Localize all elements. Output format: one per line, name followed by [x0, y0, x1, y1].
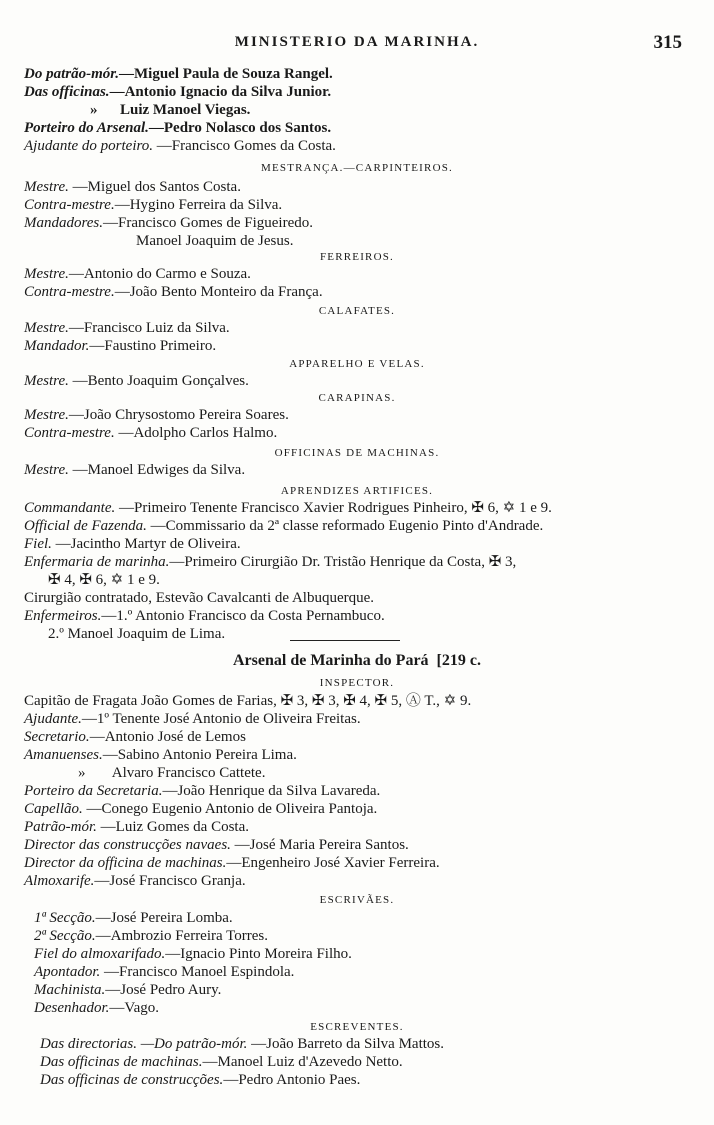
entry-line: 2.º Manoel Joaquim de Lima.	[48, 626, 226, 642]
entry-line: Almoxarife.—José Francisco Granja.	[24, 873, 246, 889]
section-heading-officinas: OFFICINAS DE MACHINAS.	[274, 447, 440, 459]
entry-line: Das directorias. —Do patrão-mór. —João Barreto da Silva Mattos.	[40, 1036, 445, 1052]
entry-line: Mestre. —Bento Joaquim Gonçalves.	[24, 373, 249, 389]
section-heading-calafates: CALAFATES.	[318, 305, 396, 317]
entry-line: Machinista.—José Pedro Aury.	[34, 982, 222, 998]
entry-line: Commandante. —Primeiro Tenente Francisco Xavier Rodrigues Pinheiro, ✠ 6, ✡ 1 e 9.	[24, 500, 552, 516]
entry-line: 1ª Secção.—José Pereira Lomba.	[34, 910, 233, 926]
entry-line: Enfermeiros.—1.º Antonio Francisco da Costa Pernambuco.	[24, 608, 385, 624]
entry-line: » Luiz Manoel Viegas.	[90, 102, 251, 118]
entry-line: Amanuenses.—Sabino Antonio Pereira Lima.	[24, 747, 297, 763]
entry-line: Mestre. —Miguel dos Santos Costa.	[24, 179, 241, 195]
entry-line: Mestre.—João Chrysostomo Pereira Soares.	[24, 407, 289, 423]
entry-line: Fiel. —Jacintho Martyr de Oliveira.	[24, 536, 241, 552]
entry-line: Enfermaria de marinha.—Primeiro Cirurgião Dr. Tristão Henrique da Costa, ✠ 3,	[24, 554, 517, 570]
entry-line: » Alvaro Francisco Cattete.	[78, 765, 266, 781]
entry-line: Desenhador.—Vago.	[34, 1000, 159, 1016]
entry-line: Secretario.—Antonio José de Lemos	[24, 729, 246, 745]
section-heading-aprendizes: APRENDIZES ARTIFICES.	[280, 485, 434, 497]
section-divider	[290, 640, 400, 641]
entry-line: Mandadores.—Francisco Gomes de Figueiredo.	[24, 215, 313, 231]
section-heading-ferreiros: FERREIROS.	[319, 251, 395, 263]
entry-line: ✠ 4, ✠ 6, ✡ 1 e 9.	[48, 572, 160, 588]
section-heading-escrivaes: ESCRIVÃES.	[319, 894, 395, 906]
entry-line: Das officinas.—Antonio Ignacio da Silva Junior.	[24, 84, 332, 100]
entry-line: Capitão de Fragata João Gomes de Farias, ✠ 3, ✠ 3, ✠ 4, ✠ 5, Ⓐ T., ✡ 9.	[24, 693, 472, 709]
entry-line: Director da officina de machinas.—Engenheiro José Xavier Ferreira.	[24, 855, 440, 871]
section-heading-mestranca: MESTRANÇA.—CARPINTEIROS.	[261, 162, 453, 174]
entry-line: Das officinas de machinas.—Manoel Luiz d'Azevedo Netto.	[40, 1054, 403, 1070]
entry-line: Mestre.—Francisco Luiz da Silva.	[24, 320, 230, 336]
entry-line: Porteiro do Arsenal.—Pedro Nolasco dos Santos.	[24, 120, 332, 136]
entry-line: Patrão-mór. —Luiz Gomes da Costa.	[24, 819, 249, 835]
entry-line: Ajudante do porteiro. —Francisco Gomes da Costa.	[24, 138, 336, 154]
entry-line: Capellão. —Conego Eugenio Antonio de Oliveira Pantoja.	[24, 801, 378, 817]
section-heading-inspector: INSPECTOR.	[319, 677, 395, 689]
entry-line: Mestre.—Antonio do Carmo e Souza.	[24, 266, 251, 282]
entry-line: Director das construcções navaes. —José Maria Pereira Santos.	[24, 837, 409, 853]
section-heading-apparelho: APPARELHO E VELAS.	[289, 358, 425, 370]
entry-line: 2ª Secção.—Ambrozio Ferreira Torres.	[34, 928, 268, 944]
entry-line: Das officinas de construcções.—Pedro Antonio Paes.	[40, 1072, 361, 1088]
entry-line: Mestre. —Manoel Edwiges da Silva.	[24, 462, 246, 478]
entry-line: Contra-mestre.—João Bento Monteiro da França.	[24, 284, 323, 300]
section-heading-escreventes: ESCREVENTES.	[310, 1021, 404, 1033]
entry-line: Official de Fazenda. —Commissario da 2ª classe reformado Eugenio Pinto d'Andrade.	[24, 518, 544, 534]
entry-line: Do patrão-mór.—Miguel Paula de Souza Rangel.	[24, 66, 333, 82]
running-header-title: MINISTERIO DA MARINHA.	[234, 34, 480, 50]
entry-line: Fiel do almoxarifado.—Ignacio Pinto Moreira Filho.	[34, 946, 352, 962]
entry-line: Contra-mestre. —Adolpho Carlos Halmo.	[24, 425, 278, 441]
arsenal-title: Arsenal de Marinha do Pará [219 c.	[233, 652, 481, 669]
entry-line: Porteiro da Secretaria.—João Henrique da Silva Lavareda.	[24, 783, 381, 799]
entry-line: Mandador.—Faustino Primeiro.	[24, 338, 217, 354]
entry-line: Contra-mestre.—Hygino Ferreira da Silva.	[24, 197, 283, 213]
page-number: 315	[653, 32, 682, 53]
entry-line: Cirurgião contratado, Estevão Cavalcanti de Albuquerque.	[24, 590, 375, 606]
entry-line: Apontador. —Francisco Manoel Espindola.	[34, 964, 295, 980]
entry-line: Manoel Joaquim de Jesus.	[136, 233, 294, 249]
entry-line: Ajudante.—1º Tenente José Antonio de Oliveira Freitas.	[24, 711, 361, 727]
section-heading-carapinas: CARAPINAS.	[318, 392, 396, 404]
